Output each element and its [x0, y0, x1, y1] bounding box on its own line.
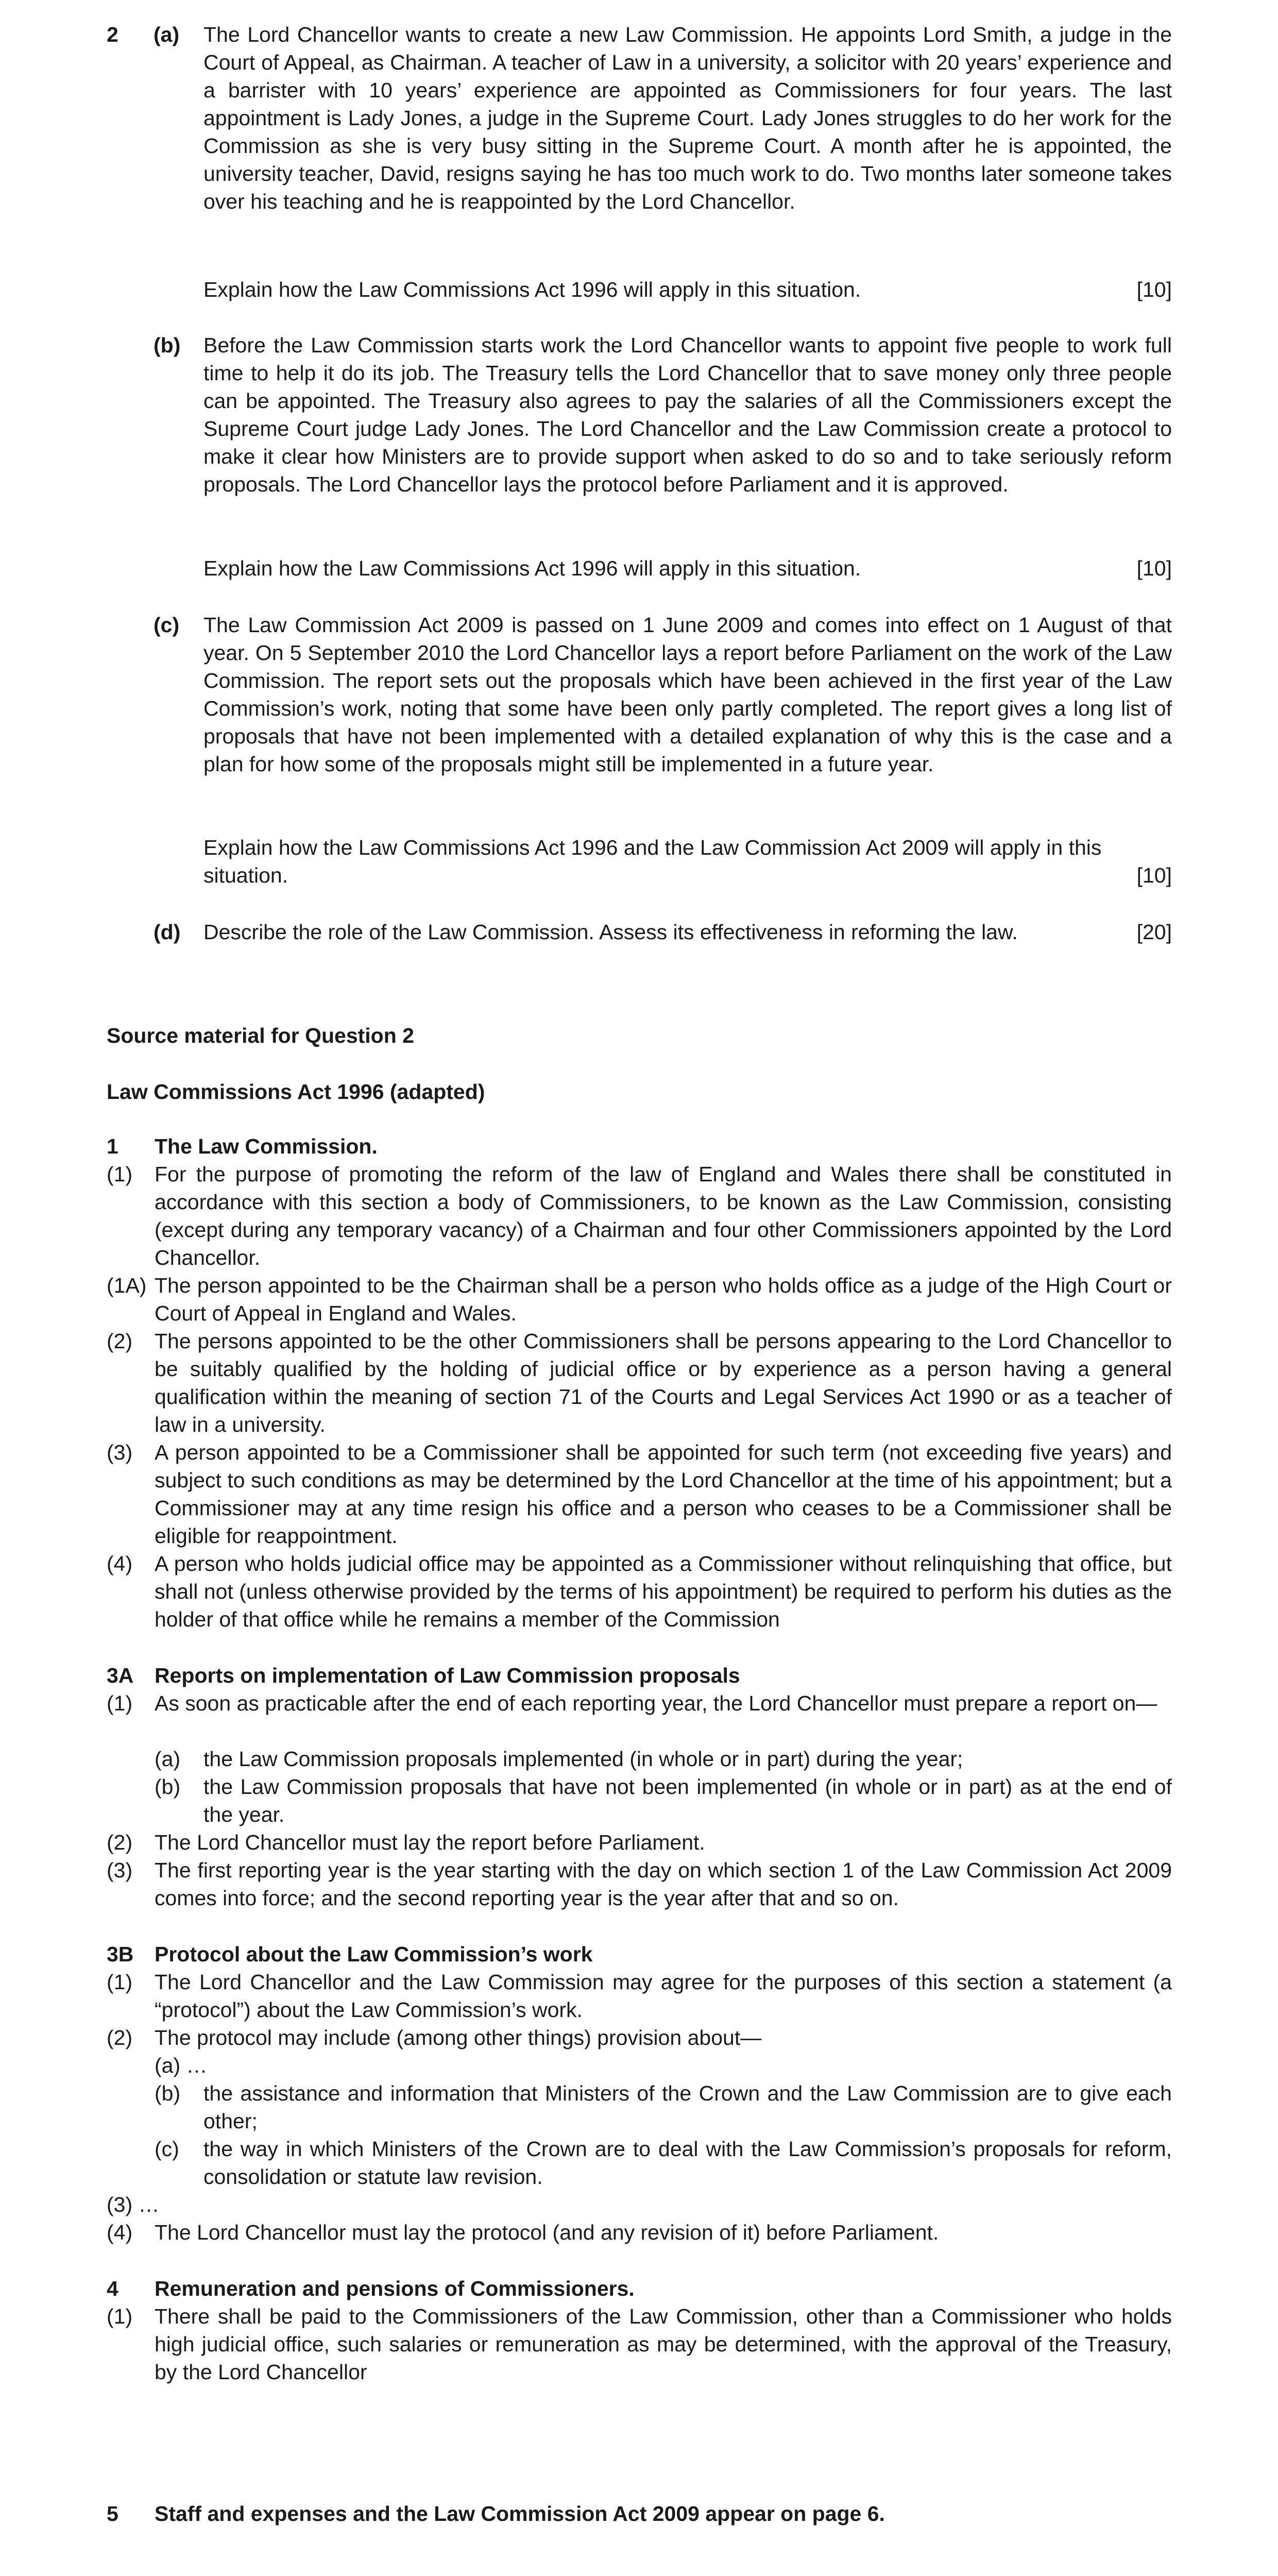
s3b-para-4-label: (4)	[107, 2221, 133, 2244]
section-5-note-number: 5	[107, 2502, 118, 2526]
part-b-label: (b)	[154, 333, 181, 357]
part-b-text: Before the Law Commission starts work the Lord Chancellor wants to appoint five people to work full time to help it do its job. The Treasury tells the Lord Chancellor that to save money only three people can be appointed. The Treasury also agrees to pay the salaries of all the Commissioners except the Supreme Court judge Lady Jones. The Lord Chancellor and the Law Commission create a protocol to make it clear how Ministers are to provide support when asked to do so and to take seriously reform proposals. The Lord Chancellor lays the protocol before Parliament and it is approved.	[203, 333, 1172, 496]
s3a-para-1-label: (1)	[107, 1691, 133, 1715]
part-a-task: Explain how the Law Commissions Act 1996 will apply in this situation.	[203, 278, 861, 301]
s3b-para-4: The Lord Chancellor must lay the protocol (and any revision of it) before Parliament.	[155, 2221, 939, 2244]
part-a-label: (a)	[154, 23, 180, 46]
s3b-para-2-label: (2)	[107, 2026, 133, 2049]
s3a-item-b: the Law Commission proposals that have not been implemented (in whole or in part) as at the end of the year.	[203, 1775, 1172, 1826]
s3b-item-c-label: (c)	[155, 2137, 179, 2161]
s1-para-1: For the purpose of promoting the reform of the law of England and Wales there shall be constituted in accordance with this section a body of Commissioners, to be known as the Law Commission, consisting (except during any temporary vacancy) of a Chairman and four other Commissioners appointed by the Lord Chancellor.	[155, 1162, 1172, 1269]
s3b-item-a: (a) …	[155, 2054, 208, 2077]
s1-para-2-label: (2)	[107, 1329, 133, 1353]
s3b-para-3: (3) …	[107, 2193, 160, 2216]
part-c-task: Explain how the Law Commissions Act 1996 and the Law Commission Act 2009 will apply in this situation.	[203, 836, 1102, 887]
s3b-item-c: the way in which Ministers of the Crown are to deal with the Law Commission’s proposals for reform, consolidation or statute law revision.	[203, 2137, 1172, 2189]
part-a-marks: [10]	[1136, 278, 1172, 301]
s3a-para-2-label: (2)	[107, 1831, 133, 1854]
s1-para-3-label: (3)	[107, 1440, 133, 1464]
s1-para-3: A person appointed to be a Commissioner shall be appointed for such term (not exceeding five years) and subject to such conditions as may be determined by the Lord Chancellor at the time of his appointment; but a Commissioner may at any time resign his office and a person who ceases to be a Commissioner shall be eligible for reappointment.	[155, 1440, 1172, 1548]
s1-para-1-label: (1)	[107, 1162, 133, 1186]
s4-para-1-label: (1)	[107, 2304, 133, 2328]
s3a-para-3: The first reporting year is the year starting with the day on which section 1 of the Law Commission Act 2009 comes into force; and the second reporting year is the year after that and so on.	[155, 1858, 1172, 1910]
s1-para-4: A person who holds judicial office may be appointed as a Commissioner without relinquishing that office, but shall not (unless otherwise provided by the terms of his appointment) be required to perform his duties as the holder of that office while he remains a member of the Commission	[155, 1552, 1172, 1631]
source-heading: Source material for Question 2	[107, 1024, 414, 1047]
part-d-text: Describe the role of the Law Commission. Assess its effectiveness in reforming the law.	[203, 920, 1018, 944]
section-5-note: Staff and expenses and the Law Commission Act 2009 appear on page 6.	[155, 2502, 885, 2526]
question-number: 2	[107, 23, 118, 46]
s3b-para-2: The protocol may include (among other things) provision about—	[155, 2026, 762, 2049]
s3b-item-b: the assistance and information that Ministers of the Crown and the Law Commission are to give each other;	[203, 2081, 1172, 2133]
section-3b-number: 3B	[107, 1942, 134, 1966]
s3a-para-3-label: (3)	[107, 1858, 133, 1882]
s3b-para-1: The Lord Chancellor and the Law Commission may agree for the purposes of this section a statement (a “protocol”) about the Law Commission’s work.	[155, 1970, 1172, 2022]
section-3a-title: Reports on implementation of Law Commission proposals	[155, 1664, 740, 1687]
s3a-item-a-label: (a)	[155, 1747, 181, 1771]
act-title: Law Commissions Act 1996 (adapted)	[107, 1080, 485, 1104]
part-d-marks: [20]	[1136, 920, 1172, 944]
section-4-number: 4	[107, 2277, 118, 2300]
s1-para-1a: The person appointed to be the Chairman shall be a person who holds office as a judge of the High Court or Court of Appeal in England and Wales.	[155, 1274, 1172, 1325]
part-a-text: The Lord Chancellor wants to create a new Law Commission. He appoints Lord Smith, a judge in the Court of Appeal, as Chairman. A teacher of Law in a university, a solicitor with 20 years’ experience and a barrister with 10 years’ experience are appointed as Commissioners for four years. The last appointment is Lady Jones, a judge in the Supreme Court. Lady Jones struggles to do her work for the Commission as she is very busy sitting in the Supreme Court. A month after he is appointed, the university teacher, David, resigns saying he has too much work to do. Two months later someone takes over his teaching and he is reappointed by the Lord Chancellor.	[203, 23, 1172, 213]
s1-para-1a-label: (1A)	[107, 1274, 147, 1297]
section-1-number: 1	[107, 1134, 118, 1158]
s4-para-1: There shall be paid to the Commissioners of the Law Commission, other than a Commissioner who holds high judicial office, such salaries or remuneration as may be determined, with the approval of the Treasury, by the Lord Chancellor	[155, 2304, 1172, 2384]
s3a-para-1: As soon as practicable after the end of each reporting year, the Lord Chancellor must prepare a report on—	[155, 1691, 1157, 1715]
part-b-marks: [10]	[1136, 556, 1172, 580]
section-3b-title: Protocol about the Law Commission’s work	[155, 1942, 593, 1966]
section-4-title: Remuneration and pensions of Commissioners.	[155, 2277, 635, 2300]
part-c-text: The Law Commission Act 2009 is passed on 1 June 2009 and comes into effect on 1 August of that year. On 5 September 2010 the Lord Chancellor lays a report before Parliament on the work of the Law Commission. The report sets out the proposals which have been achieved in the first year of the Law Commission’s work, noting that some have been only partly completed. The report gives a long list of proposals that have not been implemented with a detailed explanation of why this is the case and a plan for how some of the proposals might still be implemented in a future year.	[203, 613, 1172, 776]
s3a-item-b-label: (b)	[155, 1775, 181, 1799]
s1-para-2: The persons appointed to be the other Commissioners shall be persons appearing to the Lord Chancellor to be suitably qualified by the holding of judicial office or by experience as a person having a general qualification within the meaning of section 71 of the Courts and Legal Services Act 1990 or as a teacher of law in a university.	[155, 1329, 1172, 1436]
part-c-marks: [10]	[1136, 863, 1172, 887]
part-b-task: Explain how the Law Commissions Act 1996 will apply in this situation.	[203, 556, 861, 580]
section-1-title: The Law Commission.	[155, 1134, 378, 1158]
s3a-para-2: The Lord Chancellor must lay the report before Parliament.	[155, 1831, 705, 1854]
s3b-item-b-label: (b)	[155, 2081, 181, 2105]
s3b-para-1-label: (1)	[107, 1970, 133, 1994]
part-c-label: (c)	[154, 613, 180, 637]
s3a-item-a: the Law Commission proposals implemented (in whole or in part) during the year;	[203, 1747, 963, 1771]
part-d-label: (d)	[154, 920, 181, 944]
section-3a-number: 3A	[107, 1664, 134, 1687]
s1-para-4-label: (4)	[107, 1552, 133, 1575]
